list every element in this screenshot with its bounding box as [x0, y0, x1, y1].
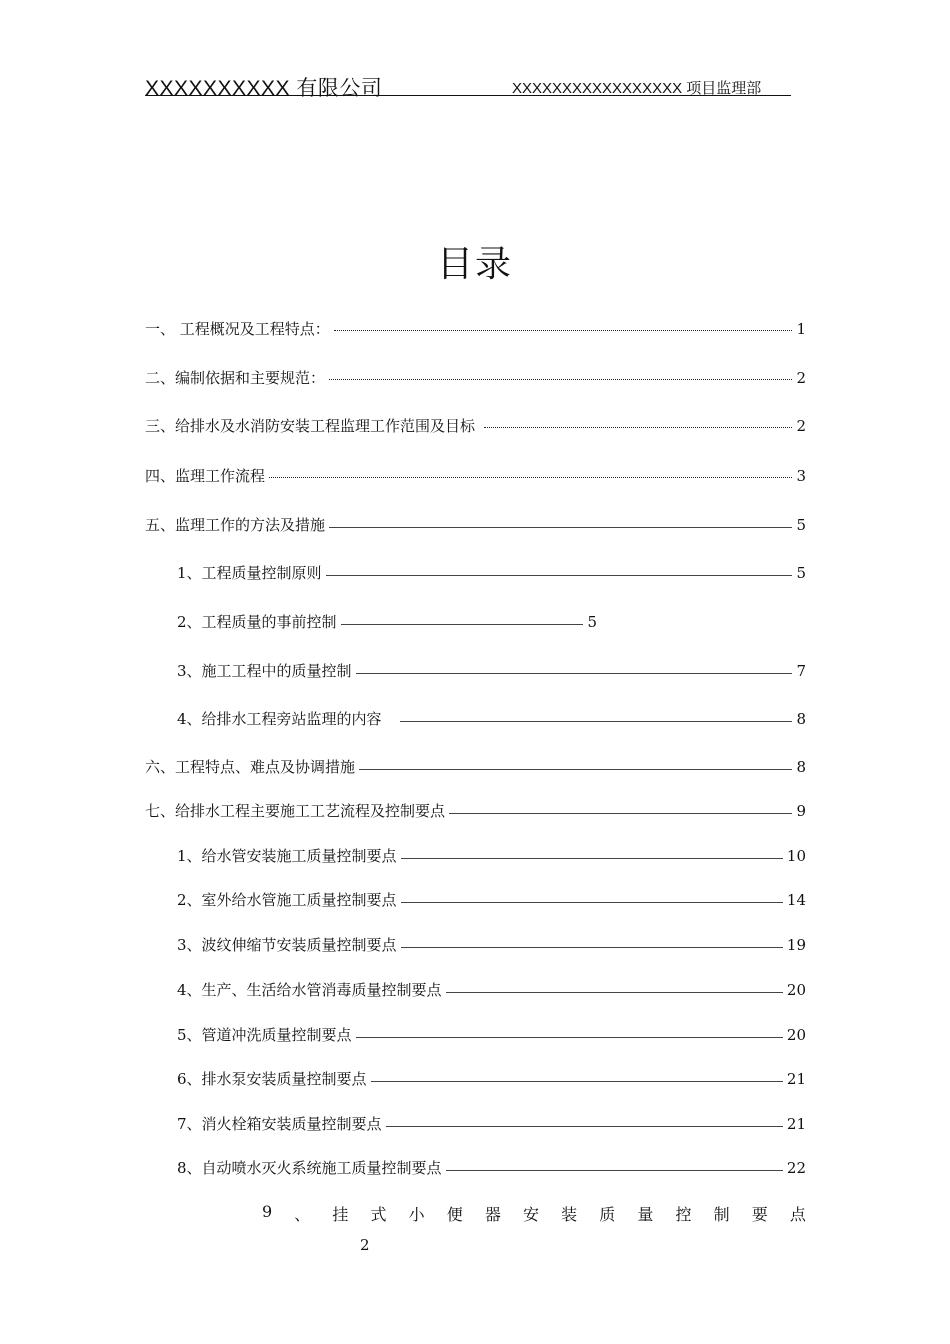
toc-char: 挂 — [332, 1205, 349, 1224]
toc-entry[interactable] — [145, 465, 806, 486]
toc-leader — [401, 902, 783, 903]
toc-entry-label: 1、工程质量控制原则 — [177, 564, 322, 582]
toc-entry[interactable] — [177, 889, 806, 910]
toc-char: 便 — [446, 1205, 463, 1224]
toc-leader — [401, 858, 783, 859]
toc-entry-label: 5、管道冲洗质量控制要点 — [177, 1026, 352, 1044]
toc-entry[interactable] — [177, 1157, 806, 1178]
toc-leader — [449, 813, 792, 814]
toc-entry[interactable] — [145, 367, 806, 388]
header-department: XXXXXXXXXXXXXXXXX 项目监理部 — [512, 80, 762, 97]
toc-leader — [386, 1126, 783, 1127]
toc-entry-page: 5 — [587, 613, 597, 631]
toc-entry-page: 2 — [360, 1236, 370, 1254]
toc-leader — [356, 1037, 783, 1038]
toc-entry-label: 4、生产、生活给水管消毒质量控制要点 — [177, 981, 442, 999]
toc-char: 、 — [294, 1205, 311, 1224]
toc-char: 制 — [713, 1205, 730, 1224]
toc-char: 点 — [789, 1205, 806, 1224]
toc-char: 器 — [484, 1205, 501, 1224]
toc-leader — [401, 947, 783, 948]
toc-entry-page: 2 — [796, 369, 806, 387]
toc-entry[interactable] — [177, 708, 806, 729]
toc-leader — [446, 992, 783, 993]
toc-leader — [329, 379, 792, 380]
toc-entry[interactable] — [145, 756, 806, 777]
toc-entry-page: 8 — [796, 710, 806, 728]
toc-entry[interactable] — [145, 318, 806, 339]
toc-entry[interactable] — [177, 1024, 806, 1045]
toc-entry-label: 二、编制依据和主要规范： — [145, 369, 326, 387]
toc-entry-label: 2、室外给水管施工质量控制要点 — [177, 891, 397, 909]
toc-entry[interactable] — [177, 562, 806, 583]
toc-entry[interactable] — [145, 415, 806, 436]
toc-entry-label: 三、给排水及水消防安装工程监理工作范围及目标 — [145, 417, 480, 435]
toc-entry-page: 21 — [786, 1070, 806, 1088]
page-title: 目录 — [436, 244, 513, 285]
toc-leader — [484, 427, 793, 428]
toc-entry[interactable] — [145, 514, 806, 535]
toc-entry-label: 四、监理工作流程 — [145, 467, 266, 485]
toc-entry-page: 19 — [786, 936, 806, 954]
toc-entry-page: 21 — [786, 1115, 806, 1133]
toc-entry-page: 5 — [796, 564, 806, 582]
toc-leader — [326, 575, 793, 576]
toc-entry-page: 7 — [796, 662, 806, 680]
toc-leader — [329, 527, 792, 528]
toc-leader — [359, 769, 792, 770]
toc-entry-page: 1 — [796, 320, 806, 338]
toc-char: 小 — [408, 1205, 425, 1224]
toc-entry-label: 五、监理工作的方法及措施 — [145, 516, 326, 534]
toc-entry-label: 1、给水管安装施工质量控制要点 — [177, 847, 397, 865]
toc-char: 安 — [523, 1205, 540, 1224]
toc-entry-label: 8、自动喷水灭火系统施工质量控制要点 — [177, 1159, 442, 1177]
toc-entry-justified[interactable] — [262, 1202, 806, 1225]
toc-leader — [334, 330, 793, 331]
toc-entry[interactable] — [177, 979, 806, 1000]
toc-entry-page: 8 — [796, 758, 806, 776]
toc-entry-label: 3、施工工程中的质量控制 — [177, 662, 352, 680]
toc-leader — [269, 477, 792, 478]
toc-entry-page: 20 — [786, 1026, 806, 1044]
toc-entry[interactable] — [177, 934, 806, 955]
toc-entry-label: 六、工程特点、难点及协调措施 — [145, 758, 356, 776]
toc-char: 9 — [262, 1202, 273, 1221]
toc-entry-label: 七、给排水工程主要施工工艺流程及控制要点 — [145, 802, 446, 820]
toc-char: 量 — [637, 1205, 654, 1224]
toc-entry-page: 20 — [786, 981, 806, 999]
toc-entry-page: 2 — [796, 417, 806, 435]
toc-entry[interactable] — [177, 1113, 806, 1134]
toc-entry-label: 3、波纹伸缩节安装质量控制要点 — [177, 936, 397, 954]
toc-entry-page: 14 — [786, 891, 806, 909]
toc-entry-label: 2、工程质量的事前控制 — [177, 613, 337, 631]
toc-leader — [341, 624, 584, 625]
toc-leader — [371, 1081, 783, 1082]
toc-char: 要 — [751, 1205, 768, 1224]
toc-char: 控 — [675, 1205, 692, 1224]
toc-char: 式 — [370, 1205, 387, 1224]
toc-entry-page: 10 — [786, 847, 806, 865]
toc-leader — [356, 673, 793, 674]
header-company: XXXXXXXXXX 有限公司 — [145, 77, 383, 100]
toc-entry-page: 5 — [796, 516, 806, 534]
toc-char: 质 — [599, 1205, 616, 1224]
toc-leader — [400, 721, 793, 722]
toc-entry-label: 6、排水泵安装质量控制要点 — [177, 1070, 367, 1088]
toc-char: 装 — [561, 1205, 578, 1224]
toc-leader — [446, 1170, 783, 1171]
toc-entry-label: 4、给排水工程旁站监理的内容 — [177, 710, 382, 728]
toc-entry[interactable] — [177, 1068, 806, 1089]
toc-entry[interactable] — [145, 800, 806, 821]
toc-entry-label: 7、消火栓箱安装质量控制要点 — [177, 1115, 382, 1133]
toc-entry-label: 一、 工程概况及工程特点： — [145, 320, 330, 338]
toc-entry[interactable] — [177, 845, 806, 866]
toc-entry-page: 22 — [786, 1159, 806, 1177]
toc-entry-page: 3 — [796, 467, 806, 485]
toc-entry-page: 9 — [796, 802, 806, 820]
toc-entry[interactable] — [177, 660, 806, 681]
header-rule — [145, 95, 791, 96]
toc-entry[interactable] — [177, 611, 597, 632]
